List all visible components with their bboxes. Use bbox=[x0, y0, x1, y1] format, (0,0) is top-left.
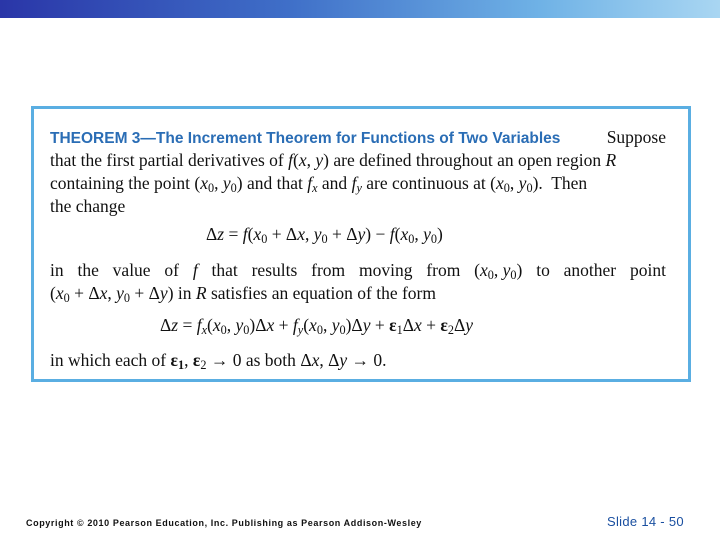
suppose-word: Suppose bbox=[606, 127, 666, 147]
theorem-line-1 bbox=[50, 127, 666, 148]
word: that bbox=[211, 260, 238, 280]
word: moving bbox=[358, 260, 413, 280]
text-fragment: Then bbox=[551, 173, 588, 193]
text-fragment: satisfies an equation of the form bbox=[206, 283, 436, 303]
word: the bbox=[77, 260, 99, 280]
text-fragment: are continuous at bbox=[361, 173, 491, 193]
text-fragment: and bbox=[317, 173, 352, 193]
slide-number: Slide 14 - 50 bbox=[607, 514, 684, 529]
text-fragment: containing the point bbox=[50, 173, 195, 193]
theorem-line-9 bbox=[50, 350, 387, 371]
word: results bbox=[251, 260, 298, 280]
math-fxy: f(x, y) bbox=[288, 150, 329, 170]
math-fy: $f_y$ bbox=[351, 173, 362, 196]
word: from bbox=[311, 260, 346, 280]
text-fragment: and that bbox=[242, 173, 308, 193]
word: from bbox=[426, 260, 461, 280]
theorem-title: THEOREM 3—The Increment Theorem for Functions of Two Variables bbox=[50, 130, 561, 147]
word: point bbox=[629, 260, 666, 280]
math-point: ($x_0$, $y_0$). bbox=[490, 173, 543, 196]
math-point: ($x_0$, $y_0$) bbox=[194, 173, 243, 196]
word: value bbox=[112, 260, 151, 280]
word-point: ($x_0$, $y_0$) bbox=[474, 260, 523, 283]
math-new-point: ($x_0 + \Delta x$, $y_0 + \Delta y$) in R bbox=[50, 283, 207, 306]
math-fx: $f_x$ bbox=[307, 173, 318, 196]
text-fragment: → 0. bbox=[347, 350, 387, 370]
theorem-line-6 bbox=[50, 260, 666, 281]
footer-copyright: Copyright © 2010 Pearson Education, Inc. Publishing as Pearson Addison-Wesley bbox=[26, 518, 422, 528]
text-fragment: in which each of bbox=[50, 350, 171, 370]
equation-delta-z: $\Delta z = f(x_0 + \Delta x$, $y_0 + \Delta y) - f(x_0$, $y_0$) bbox=[206, 224, 443, 247]
math-epsilons: $\varepsilon_1$, $\varepsilon_2$ bbox=[170, 350, 207, 373]
equation-increment: $\Delta z = f_x(x_0$, $y_0)\Delta x + f_y(x_0$, $y_0)\Delta y + \varepsilon_1\Delta x + \varepsilon_2\Delta y$ bbox=[160, 315, 474, 338]
theorem-box bbox=[31, 106, 691, 382]
word: in bbox=[50, 260, 64, 280]
text-fragment: that the first partial derivatives of bbox=[50, 150, 289, 170]
word: f bbox=[192, 260, 198, 280]
word: of bbox=[164, 260, 179, 280]
theorem-line-2 bbox=[50, 150, 616, 171]
math-R: R bbox=[605, 150, 617, 170]
title-bar-gradient bbox=[0, 0, 720, 18]
text-fragment: → 0 as both bbox=[206, 350, 301, 370]
text-fragment: are defined throughout an open region bbox=[328, 150, 606, 170]
math-deltas: Δx, Δy bbox=[300, 350, 348, 370]
theorem-line-4: the change bbox=[50, 196, 126, 216]
theorem-line-7 bbox=[50, 283, 436, 304]
word: to bbox=[536, 260, 550, 280]
word: another bbox=[563, 260, 617, 280]
theorem-line-3 bbox=[50, 173, 587, 194]
